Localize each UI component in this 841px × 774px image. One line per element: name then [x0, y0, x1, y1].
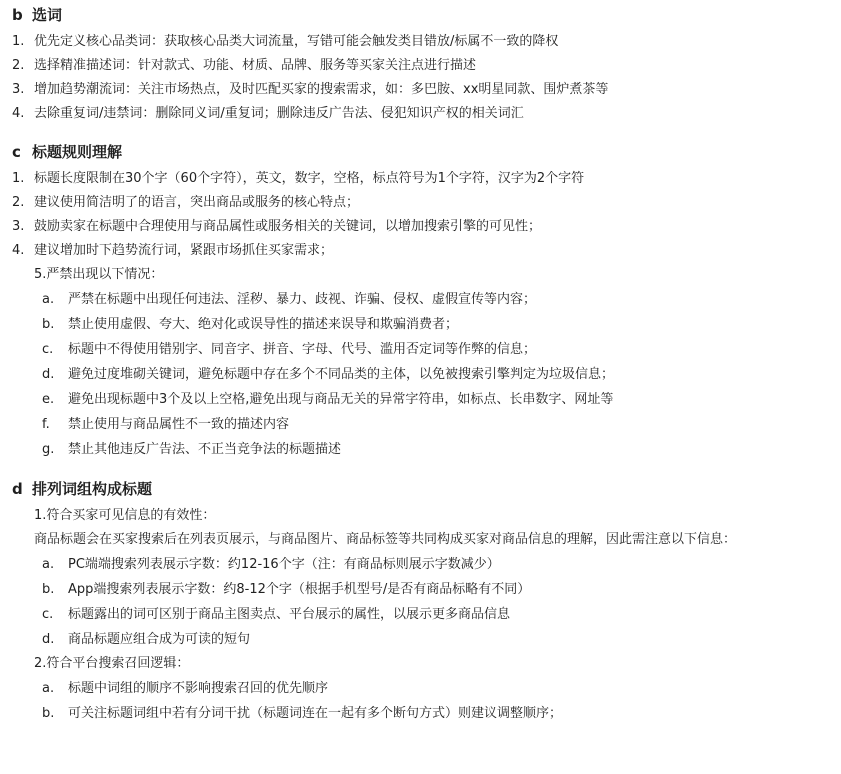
section-heading [12, 0, 841, 30]
list-item-text: 优先定义核心品类词：获取核心品类大词流量，写错可能会触发类目错放/标属不一致的降权 [34, 34, 559, 49]
list-item [12, 102, 841, 126]
list-number: 1. [12, 171, 25, 186]
list-number: 2. [12, 58, 25, 73]
sub-list-item-text: 避免过度堆砌关键词，避免标题中存在多个不同品类的主体，以免被搜索引擎判定为垃圾信息； [68, 367, 615, 382]
ordered-list [12, 30, 841, 126]
list-number: 3. [12, 82, 25, 97]
sub-list-letter: a. [42, 557, 55, 572]
list-item-text: 增加趋势潮流词：关注市场热点，及时匹配买家的搜索需求，如：多巴胺、xx明星同款、围炉煮茶等 [34, 82, 609, 97]
sub-list-item [42, 552, 841, 577]
section-title: 排列词组构成标题 [32, 480, 153, 498]
list-item-text: 符合平台搜索召回逻辑： [46, 656, 190, 671]
list-item [12, 652, 841, 726]
sub-list-item-text: 禁止使用虚假、夸大、绝对化或误导性的描述来误导和欺骗消费者； [68, 317, 459, 332]
sub-list [42, 676, 841, 726]
sub-list-item [42, 312, 841, 337]
section-letter: b [12, 6, 23, 24]
list-item-text: 建议增加时下趋势流行词，紧跟市场抓住买家需求； [34, 243, 334, 258]
sub-list-letter: f. [42, 417, 50, 432]
list-number: 3. [12, 219, 25, 234]
sub-list-letter: b. [42, 317, 55, 332]
list-item [12, 263, 841, 462]
list-number: 2. [12, 195, 25, 210]
sub-list-letter: a. [42, 292, 55, 307]
list-number: 5. [34, 267, 47, 282]
sub-list-item-text: 禁止使用与商品属性不一致的描述内容 [68, 417, 290, 432]
section-heading [12, 474, 841, 504]
list-number: 4. [12, 243, 25, 258]
section-title: 标题规则理解 [32, 143, 123, 161]
sub-list-item [42, 437, 841, 462]
list-item-description: 商品标题会在买家搜索后在列表页展示，与商品图片、商品标签等共同构成买家对商品信息的理解，因此需注意以下信息： [34, 532, 737, 547]
list-item [12, 167, 841, 191]
list-item-text: 严禁出现以下情况： [46, 267, 164, 282]
list-item-text: 去除重复词/违禁词：删除同义词/重复词；删除违反广告法、侵犯知识产权的相关词汇 [34, 106, 524, 121]
sub-list-item [42, 412, 841, 437]
sub-list-item [42, 676, 841, 701]
sub-list-letter: b. [42, 706, 55, 721]
section-letter: d [12, 480, 23, 498]
sub-list-item [42, 627, 841, 652]
list-number: 1. [12, 34, 25, 49]
sub-list-letter: e. [42, 392, 55, 407]
list-item-text: 符合买家可见信息的有效性： [46, 508, 216, 523]
sub-list-item-text: App端搜索列表展示字数：约8-12个字（根据手机型号/是否有商品标略有不同） [68, 582, 531, 597]
sub-list-item [42, 701, 841, 726]
sub-list-letter: c. [42, 607, 54, 622]
section-letter: c [12, 143, 21, 161]
sub-list [42, 287, 841, 462]
list-item [12, 78, 841, 102]
sub-list-letter: d. [42, 632, 55, 647]
sub-list-letter: d. [42, 367, 55, 382]
sub-list-item-text: 标题中词组的顺序不影响搜索召回的优先顺序 [68, 681, 329, 696]
list-item-text: 鼓励卖家在标题中合理使用与商品属性或服务相关的关键词，以增加搜索引擎的可见性； [34, 219, 542, 234]
list-item-text: 建议使用简洁明了的语言，突出商品或服务的核心特点； [34, 195, 360, 210]
sub-list-item-text: 标题露出的词可区别于商品主图卖点、平台展示的属性，以展示更多商品信息 [68, 607, 511, 622]
list-item [12, 504, 841, 652]
sub-list-item-text: 严禁在标题中出现任何违法、淫秽、暴力、歧视、诈骗、侵权、虚假宣传等内容； [68, 292, 537, 307]
list-item [12, 239, 841, 263]
ordered-list [12, 504, 841, 726]
sub-list-item [42, 387, 841, 412]
ordered-list [12, 167, 841, 462]
sub-list [42, 552, 841, 652]
section-word-selection [12, 0, 841, 126]
sub-list-item-text: 可关注标题词组中若有分词干扰（标题词连在一起有多个断句方式）则建议调整顺序； [68, 706, 563, 721]
list-number: 1. [34, 508, 47, 523]
list-number: 2. [34, 656, 47, 671]
sub-list-item-text: 标题中不得使用错别字、同音字、拼音、字母、代号、滥用否定词等作弊的信息； [68, 342, 537, 357]
sub-list-item [42, 602, 841, 627]
list-item-text: 标题长度限制在30个字（60个字符），英文，数字，空格，标点符号为1个字符，汉字为2个字符 [34, 171, 585, 186]
sub-list-item-text: PC端端搜索列表展示字数：约12-16个字（注：有商品标则展示字数减少） [68, 557, 500, 572]
sub-list-item-text: 避免出现标题中3个及以上空格,避免出现与商品无关的异常字符串，如标点、长串数字、网址等 [68, 392, 614, 407]
list-item-text: 选择精准描述词：针对款式、功能、材质、品牌、服务等买家关注点进行描述 [34, 58, 477, 73]
sub-list-item-text: 禁止其他违反广告法、不正当竞争法的标题描述 [68, 442, 342, 457]
sub-list-item-text: 商品标题应组合成为可读的短句 [68, 632, 251, 647]
sub-list-item [42, 337, 841, 362]
sub-list-letter: g. [42, 442, 55, 457]
sub-list-item [42, 362, 841, 387]
section-title-rules [12, 137, 841, 462]
list-item [12, 191, 841, 215]
list-number: 4. [12, 106, 25, 121]
sub-list-letter: a. [42, 681, 55, 696]
list-item [12, 30, 841, 54]
sub-list-letter: b. [42, 582, 55, 597]
list-item [12, 54, 841, 78]
sub-list-item [42, 577, 841, 602]
section-title: 选词 [32, 6, 63, 24]
sub-list-letter: c. [42, 342, 54, 357]
section-heading [12, 137, 841, 167]
sub-list-item [42, 287, 841, 312]
list-item [12, 215, 841, 239]
section-compose-title [12, 474, 841, 726]
